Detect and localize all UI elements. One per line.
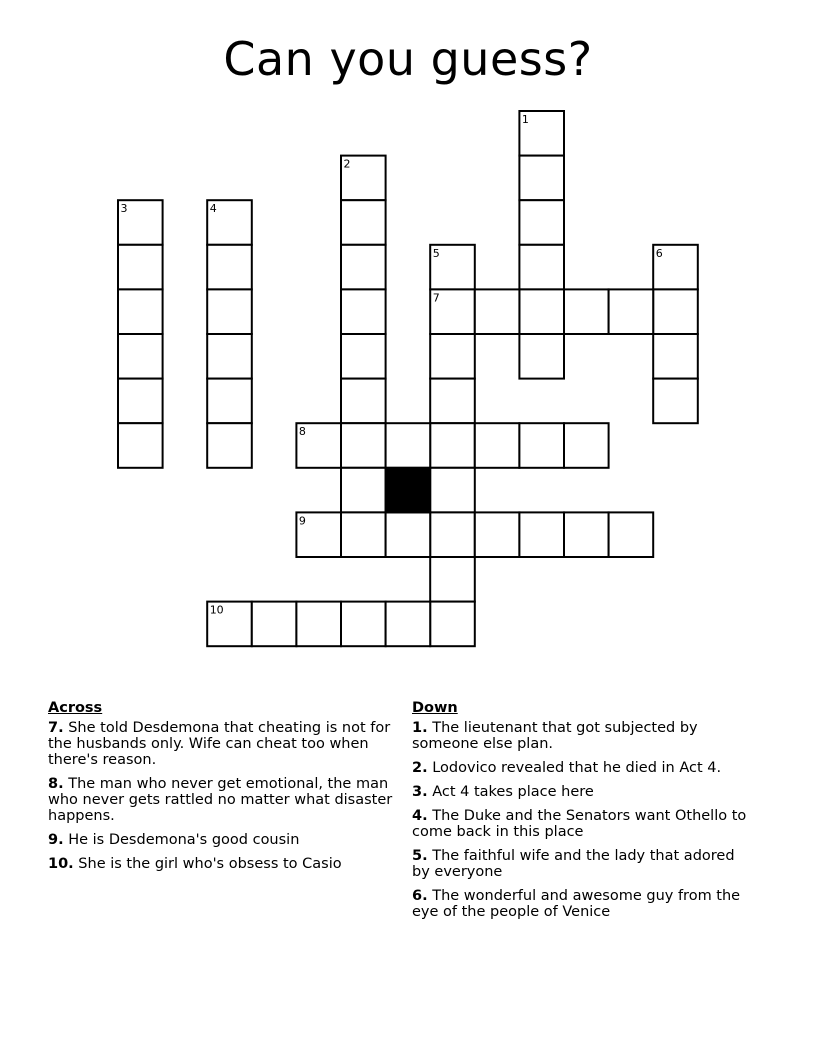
- grid-cell[interactable]: [564, 423, 609, 468]
- cell-number: 1: [521, 113, 529, 126]
- across-clue: [48, 776, 400, 824]
- down-clue: [412, 720, 752, 752]
- grid-cell[interactable]: [430, 468, 475, 513]
- across-clue: [48, 720, 400, 768]
- grid-cell[interactable]: [118, 423, 163, 468]
- cell-number: 8: [298, 425, 306, 439]
- grid-cell[interactable]: [430, 334, 475, 379]
- cell-number: 4: [209, 202, 217, 216]
- across-clue: [48, 832, 400, 848]
- cell-number: 5: [432, 246, 440, 260]
- grid-cell[interactable]: [519, 334, 564, 379]
- clue-number: 6.: [412, 888, 428, 904]
- grid-cell[interactable]: [207, 423, 252, 468]
- down-clue: [412, 808, 752, 840]
- cell-number: 9: [298, 514, 306, 528]
- clue-text: The lieutenant that got subjected by someone else plan.: [412, 720, 698, 752]
- down-clue: [412, 888, 752, 920]
- grid-cell[interactable]: [252, 602, 297, 647]
- clue-number: 3.: [412, 784, 428, 800]
- grid-cell[interactable]: [341, 379, 386, 424]
- clue-text: The wonderful and awesome guy from the eye of the people of Venice: [412, 888, 741, 920]
- grid-cell[interactable]: [341, 245, 386, 290]
- clue-text: The Duke and the Senators want Othello to come back in this place: [412, 808, 747, 840]
- grid-cell[interactable]: [564, 512, 609, 557]
- black-cell: [386, 468, 431, 513]
- grid-cell[interactable]: [430, 423, 475, 468]
- grid-cell[interactable]: [519, 200, 564, 245]
- grid-cell[interactable]: [386, 423, 431, 468]
- cell-number: 3: [120, 202, 128, 216]
- grid-cell[interactable]: [118, 289, 163, 334]
- grid-cell[interactable]: [653, 379, 698, 424]
- grid-cell[interactable]: [341, 289, 386, 334]
- clue-number: 7.: [48, 720, 64, 736]
- grid-cell[interactable]: [430, 557, 475, 602]
- grid-cell[interactable]: [430, 602, 475, 647]
- clue-text: The man who never get emotional, the man who never gets rattled no matter what disaster happens.: [48, 776, 393, 824]
- clue-number: 5.: [412, 848, 428, 864]
- grid-cell[interactable]: [341, 602, 386, 647]
- clue-number: 1.: [412, 720, 428, 736]
- clue-number: 10.: [48, 856, 74, 872]
- across-clues: [48, 700, 400, 880]
- grid-cell[interactable]: [207, 245, 252, 290]
- grid-cell[interactable]: [519, 289, 564, 334]
- grid-cell[interactable]: [653, 289, 698, 334]
- clue-number: 8.: [48, 776, 64, 792]
- grid-cell[interactable]: [341, 200, 386, 245]
- clue-text: Lodovico revealed that he died in Act 4.: [432, 760, 722, 776]
- grid-cell[interactable]: [430, 512, 475, 557]
- grid-cell[interactable]: [341, 512, 386, 557]
- grid-cell[interactable]: [118, 334, 163, 379]
- grid-cell[interactable]: [207, 334, 252, 379]
- down-clues: [412, 700, 752, 928]
- grid-cell[interactable]: [475, 423, 520, 468]
- grid-cell[interactable]: [386, 602, 431, 647]
- puzzle-title: Can you guess?: [223, 32, 593, 86]
- grid-cell[interactable]: [341, 423, 386, 468]
- clue-number: 9.: [48, 832, 64, 848]
- down-clue: [412, 848, 752, 880]
- clue-number: 4.: [412, 808, 428, 824]
- clue-text: The faithful wife and the lady that adored by everyone: [412, 848, 735, 880]
- clue-text: She told Desdemona that cheating is not for the husbands only. Wife can cheat too when there's reason.: [48, 720, 391, 768]
- grid-cell[interactable]: [341, 334, 386, 379]
- grid-cell[interactable]: [653, 334, 698, 379]
- cell-number: 6: [655, 246, 663, 260]
- grid-cell[interactable]: [430, 379, 475, 424]
- down-clue: [412, 760, 752, 776]
- grid-cell[interactable]: [207, 379, 252, 424]
- grid-cell[interactable]: [475, 289, 520, 334]
- grid-cell[interactable]: [519, 423, 564, 468]
- clue-text: She is the girl who's obsess to Casio: [78, 856, 342, 872]
- across-clue: [48, 856, 400, 872]
- grid-cell[interactable]: [609, 512, 654, 557]
- grid-cell[interactable]: [296, 602, 341, 647]
- clue-text: He is Desdemona's good cousin: [68, 832, 300, 848]
- grid-cell[interactable]: [118, 379, 163, 424]
- grid-cell[interactable]: [341, 468, 386, 513]
- grid-cell[interactable]: [519, 156, 564, 201]
- cell-number: 7: [432, 291, 440, 305]
- grid-cell[interactable]: [564, 289, 609, 334]
- down-heading: Down: [412, 700, 458, 716]
- clue-number: 2.: [412, 760, 428, 776]
- cell-number: 2: [343, 157, 351, 171]
- down-clue: [412, 784, 752, 800]
- grid-cell[interactable]: [118, 245, 163, 290]
- cell-number: 10: [209, 603, 224, 617]
- grid-cell[interactable]: [207, 289, 252, 334]
- grid-cell[interactable]: [609, 289, 654, 334]
- grid-cell[interactable]: [519, 245, 564, 290]
- grid-cell[interactable]: [386, 512, 431, 557]
- across-heading: Across: [48, 700, 103, 716]
- grid-cell[interactable]: [475, 512, 520, 557]
- clue-text: Act 4 takes place here: [432, 784, 594, 800]
- grid-cell[interactable]: [519, 512, 564, 557]
